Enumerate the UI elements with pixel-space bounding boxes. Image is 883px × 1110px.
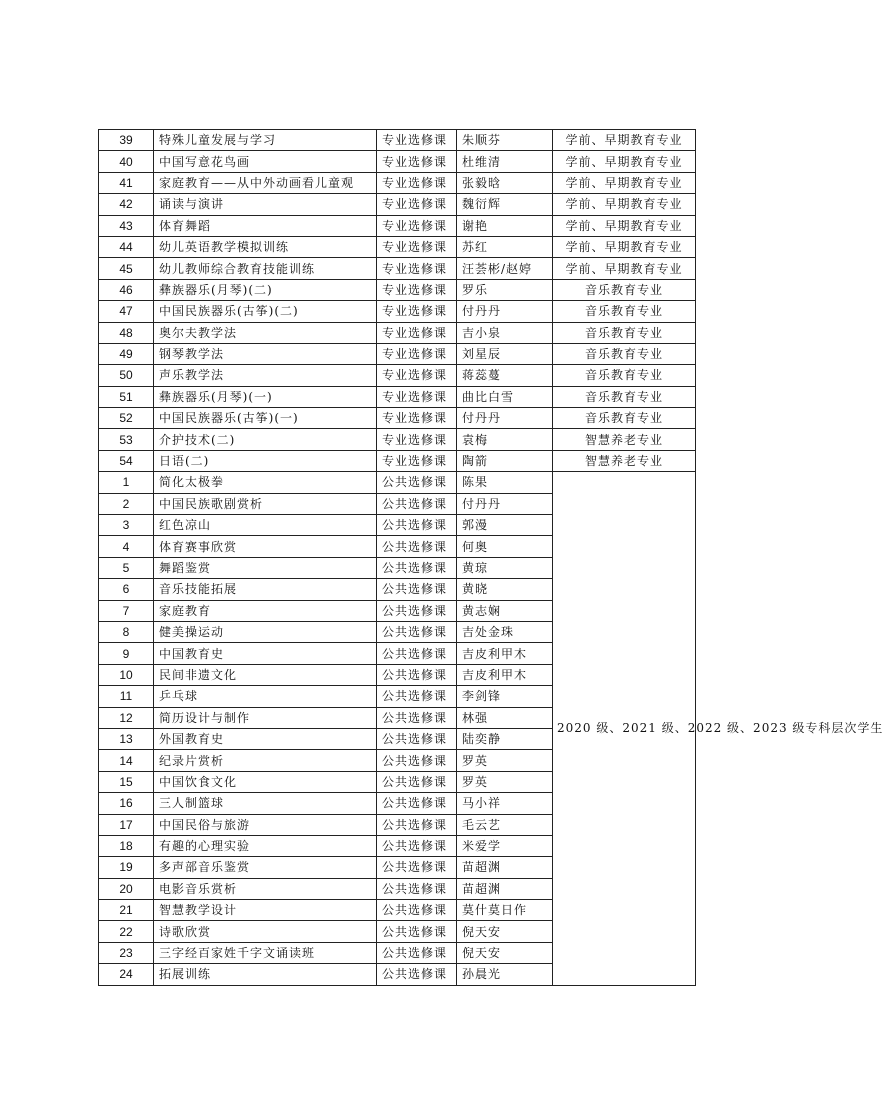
row-number: 54 xyxy=(99,450,154,471)
table-row xyxy=(99,172,696,193)
target-students: 音乐教育专业 xyxy=(553,322,696,343)
course-name: 红色凉山 xyxy=(154,515,377,536)
target-students: 音乐教育专业 xyxy=(553,343,696,364)
row-number: 39 xyxy=(99,130,154,151)
course-name: 幼儿英语教学模拟训练 xyxy=(154,236,377,257)
course-type: 公共选修课 xyxy=(377,515,457,536)
row-number: 9 xyxy=(99,643,154,664)
row-number: 24 xyxy=(99,964,154,985)
table-row xyxy=(99,279,696,300)
course-name: 电影音乐赏析 xyxy=(154,878,377,899)
course-name: 彝族器乐(月琴)(二) xyxy=(154,279,377,300)
course-type: 专业选修课 xyxy=(377,408,457,429)
course-name: 幼儿教师综合教育技能训练 xyxy=(154,258,377,279)
course-name: 钢琴教学法 xyxy=(154,343,377,364)
course-name: 多声部音乐鉴赏 xyxy=(154,857,377,878)
course-type: 公共选修课 xyxy=(377,771,457,792)
teacher-name: 魏衍辉 xyxy=(457,194,553,215)
row-number: 40 xyxy=(99,151,154,172)
course-name: 民间非遗文化 xyxy=(154,664,377,685)
teacher-name: 吉处金珠 xyxy=(457,621,553,642)
row-number: 42 xyxy=(99,194,154,215)
teacher-name: 莫什莫日作 xyxy=(457,900,553,921)
row-number: 22 xyxy=(99,921,154,942)
course-type: 公共选修课 xyxy=(377,579,457,600)
target-students: 智慧养老专业 xyxy=(553,450,696,471)
course-name: 简化太极拳 xyxy=(154,472,377,493)
target-students: 学前、早期教育专业 xyxy=(553,194,696,215)
row-number: 23 xyxy=(99,942,154,963)
row-number: 14 xyxy=(99,750,154,771)
teacher-name: 杜维清 xyxy=(457,151,553,172)
table-row xyxy=(99,450,696,471)
teacher-name: 黄志娴 xyxy=(457,600,553,621)
table-row xyxy=(99,365,696,386)
course-type: 公共选修课 xyxy=(377,557,457,578)
course-name: 拓展训练 xyxy=(154,964,377,985)
row-number: 52 xyxy=(99,408,154,429)
course-type: 公共选修课 xyxy=(377,643,457,664)
teacher-name: 蒋蕊蔓 xyxy=(457,365,553,386)
course-name: 日语(二) xyxy=(154,450,377,471)
teacher-name: 付丹丹 xyxy=(457,301,553,322)
course-type: 公共选修课 xyxy=(377,536,457,557)
table-row xyxy=(99,472,696,493)
course-type: 公共选修课 xyxy=(377,814,457,835)
teacher-name: 何奥 xyxy=(457,536,553,557)
teacher-name: 苗超渊 xyxy=(457,857,553,878)
course-name: 中国民族歌剧赏析 xyxy=(154,493,377,514)
table-row xyxy=(99,301,696,322)
teacher-name: 罗英 xyxy=(457,750,553,771)
course-name: 体育舞蹈 xyxy=(154,215,377,236)
course-table-body xyxy=(99,130,883,986)
course-type: 公共选修课 xyxy=(377,728,457,749)
course-type: 专业选修课 xyxy=(377,258,457,279)
row-number: 20 xyxy=(99,878,154,899)
teacher-name: 米爱学 xyxy=(457,835,553,856)
target-students: 音乐教育专业 xyxy=(553,279,696,300)
teacher-name: 汪荟彬/赵婷 xyxy=(457,258,553,279)
row-number: 48 xyxy=(99,322,154,343)
course-name: 有趣的心理实验 xyxy=(154,835,377,856)
course-type: 公共选修课 xyxy=(377,921,457,942)
teacher-name: 陆奕静 xyxy=(457,728,553,749)
teacher-name: 李剑锋 xyxy=(457,686,553,707)
teacher-name: 苏红 xyxy=(457,236,553,257)
course-type: 公共选修课 xyxy=(377,857,457,878)
target-students: 音乐教育专业 xyxy=(553,365,696,386)
course-type: 公共选修课 xyxy=(377,750,457,771)
course-type: 专业选修课 xyxy=(377,450,457,471)
teacher-name: 袁梅 xyxy=(457,429,553,450)
course-type: 专业选修课 xyxy=(377,322,457,343)
teacher-name: 马小祥 xyxy=(457,793,553,814)
course-name: 彝族器乐(月琴)(一) xyxy=(154,386,377,407)
course-type: 公共选修课 xyxy=(377,878,457,899)
row-number: 47 xyxy=(99,301,154,322)
course-type: 公共选修课 xyxy=(377,664,457,685)
teacher-name: 吉皮利甲木 xyxy=(457,664,553,685)
table-row xyxy=(99,130,696,151)
course-name: 中国饮食文化 xyxy=(154,771,377,792)
table-row xyxy=(99,215,696,236)
course-name: 中国写意花鸟画 xyxy=(154,151,377,172)
row-number: 7 xyxy=(99,600,154,621)
teacher-name: 罗乐 xyxy=(457,279,553,300)
row-number: 46 xyxy=(99,279,154,300)
row-number: 5 xyxy=(99,557,154,578)
course-name: 中国教育史 xyxy=(154,643,377,664)
table-row xyxy=(99,386,696,407)
public-target-students: 2020 级、2021 级、2022 级、2023 级专科层次学生 xyxy=(553,472,696,985)
teacher-name: 孙晨光 xyxy=(457,964,553,985)
table-row xyxy=(99,236,696,257)
teacher-name: 曲比白雪 xyxy=(457,386,553,407)
row-number: 18 xyxy=(99,835,154,856)
course-type: 专业选修课 xyxy=(377,279,457,300)
course-name: 健美操运动 xyxy=(154,621,377,642)
target-students: 学前、早期教育专业 xyxy=(553,172,696,193)
target-students: 学前、早期教育专业 xyxy=(553,258,696,279)
table-row xyxy=(99,429,696,450)
teacher-name: 毛云艺 xyxy=(457,814,553,835)
course-type: 专业选修课 xyxy=(377,151,457,172)
teacher-name: 郭漫 xyxy=(457,515,553,536)
course-name: 声乐教学法 xyxy=(154,365,377,386)
teacher-name: 吉小泉 xyxy=(457,322,553,343)
row-number: 51 xyxy=(99,386,154,407)
teacher-name: 罗英 xyxy=(457,771,553,792)
row-number: 44 xyxy=(99,236,154,257)
course-name: 外国教育史 xyxy=(154,728,377,749)
course-type: 公共选修课 xyxy=(377,493,457,514)
row-number: 8 xyxy=(99,621,154,642)
row-number: 21 xyxy=(99,900,154,921)
target-students: 学前、早期教育专业 xyxy=(553,130,696,151)
course-type: 专业选修课 xyxy=(377,236,457,257)
row-number: 45 xyxy=(99,258,154,279)
course-type: 专业选修课 xyxy=(377,386,457,407)
course-name: 纪录片赏析 xyxy=(154,750,377,771)
course-type: 公共选修课 xyxy=(377,621,457,642)
row-number: 50 xyxy=(99,365,154,386)
course-type: 专业选修课 xyxy=(377,301,457,322)
teacher-name: 吉皮利甲木 xyxy=(457,643,553,664)
course-type: 公共选修课 xyxy=(377,900,457,921)
teacher-name: 刘星辰 xyxy=(457,343,553,364)
teacher-name: 黄晓 xyxy=(457,579,553,600)
course-name: 特殊儿童发展与学习 xyxy=(154,130,377,151)
row-number: 41 xyxy=(99,172,154,193)
table-row xyxy=(99,194,696,215)
course-name: 简历设计与制作 xyxy=(154,707,377,728)
teacher-name: 苗超渊 xyxy=(457,878,553,899)
teacher-name: 张毅晗 xyxy=(457,172,553,193)
target-students: 学前、早期教育专业 xyxy=(553,236,696,257)
row-number: 1 xyxy=(99,472,154,493)
course-type: 公共选修课 xyxy=(377,472,457,493)
teacher-name: 黄琼 xyxy=(457,557,553,578)
course-name: 家庭教育 xyxy=(154,600,377,621)
teacher-name: 陶箭 xyxy=(457,450,553,471)
teacher-name: 倪天安 xyxy=(457,921,553,942)
target-students: 音乐教育专业 xyxy=(553,301,696,322)
course-name: 三人制篮球 xyxy=(154,793,377,814)
row-number: 49 xyxy=(99,343,154,364)
course-table xyxy=(98,129,883,986)
course-type: 公共选修课 xyxy=(377,942,457,963)
table-row xyxy=(99,408,696,429)
target-students: 智慧养老专业 xyxy=(553,429,696,450)
row-number: 43 xyxy=(99,215,154,236)
row-number: 53 xyxy=(99,429,154,450)
course-name: 介护技术(二) xyxy=(154,429,377,450)
target-students: 学前、早期教育专业 xyxy=(553,215,696,236)
course-type: 专业选修课 xyxy=(377,194,457,215)
target-students: 音乐教育专业 xyxy=(553,386,696,407)
course-name: 奥尔夫教学法 xyxy=(154,322,377,343)
row-number: 17 xyxy=(99,814,154,835)
course-name: 中国民族器乐(古筝)(二) xyxy=(154,301,377,322)
course-name: 智慧教学设计 xyxy=(154,900,377,921)
course-name: 体育赛事欣赏 xyxy=(154,536,377,557)
course-type: 公共选修课 xyxy=(377,793,457,814)
course-name: 音乐技能拓展 xyxy=(154,579,377,600)
table-row xyxy=(99,151,696,172)
row-number: 15 xyxy=(99,771,154,792)
teacher-name: 林强 xyxy=(457,707,553,728)
table-row xyxy=(99,258,696,279)
row-number: 19 xyxy=(99,857,154,878)
course-type: 公共选修课 xyxy=(377,686,457,707)
target-students: 学前、早期教育专业 xyxy=(553,151,696,172)
course-type: 公共选修课 xyxy=(377,707,457,728)
row-number: 12 xyxy=(99,707,154,728)
teacher-name: 谢艳 xyxy=(457,215,553,236)
course-type: 专业选修课 xyxy=(377,172,457,193)
course-name: 诵读与演讲 xyxy=(154,194,377,215)
teacher-name: 付丹丹 xyxy=(457,408,553,429)
course-type: 专业选修课 xyxy=(377,215,457,236)
teacher-name: 朱顺芬 xyxy=(457,130,553,151)
teacher-name: 付丹丹 xyxy=(457,493,553,514)
course-name: 三字经百家姓千字文诵读班 xyxy=(154,942,377,963)
row-number: 2 xyxy=(99,493,154,514)
row-number: 4 xyxy=(99,536,154,557)
table-row xyxy=(99,322,696,343)
row-number: 10 xyxy=(99,664,154,685)
course-name: 诗歌欣赏 xyxy=(154,921,377,942)
course-type: 公共选修课 xyxy=(377,600,457,621)
teacher-name: 倪天安 xyxy=(457,942,553,963)
course-type: 专业选修课 xyxy=(377,429,457,450)
course-name: 舞蹈鉴赏 xyxy=(154,557,377,578)
course-type: 专业选修课 xyxy=(377,365,457,386)
course-type: 公共选修课 xyxy=(377,964,457,985)
course-name: 家庭教育——从中外动画看儿童观 xyxy=(154,172,377,193)
row-number: 11 xyxy=(99,686,154,707)
row-number: 13 xyxy=(99,728,154,749)
table-row xyxy=(99,343,696,364)
course-type: 专业选修课 xyxy=(377,130,457,151)
row-number: 16 xyxy=(99,793,154,814)
course-name: 中国民族器乐(古筝)(一) xyxy=(154,408,377,429)
course-name: 乒乓球 xyxy=(154,686,377,707)
course-type: 公共选修课 xyxy=(377,835,457,856)
target-students: 音乐教育专业 xyxy=(553,408,696,429)
row-number: 3 xyxy=(99,515,154,536)
teacher-name: 陈果 xyxy=(457,472,553,493)
course-name: 中国民俗与旅游 xyxy=(154,814,377,835)
row-number: 6 xyxy=(99,579,154,600)
course-type: 专业选修课 xyxy=(377,343,457,364)
